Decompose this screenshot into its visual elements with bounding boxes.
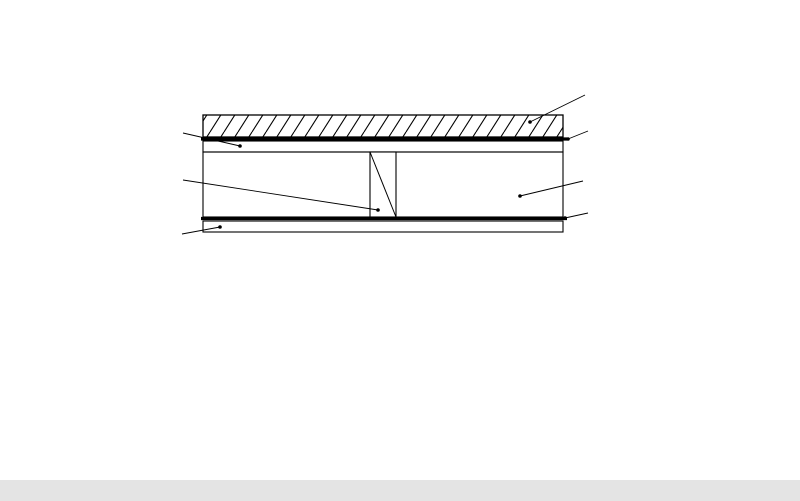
timber-stud	[370, 152, 396, 217]
leader-3	[183, 180, 378, 210]
leader-4	[520, 181, 583, 196]
planking-layer	[203, 141, 563, 152]
footer-bar	[0, 480, 800, 501]
leader-6	[568, 131, 588, 139]
cladding-layer	[203, 221, 563, 232]
leader-2	[565, 213, 588, 218]
balcony-covering-layer	[203, 115, 563, 137]
